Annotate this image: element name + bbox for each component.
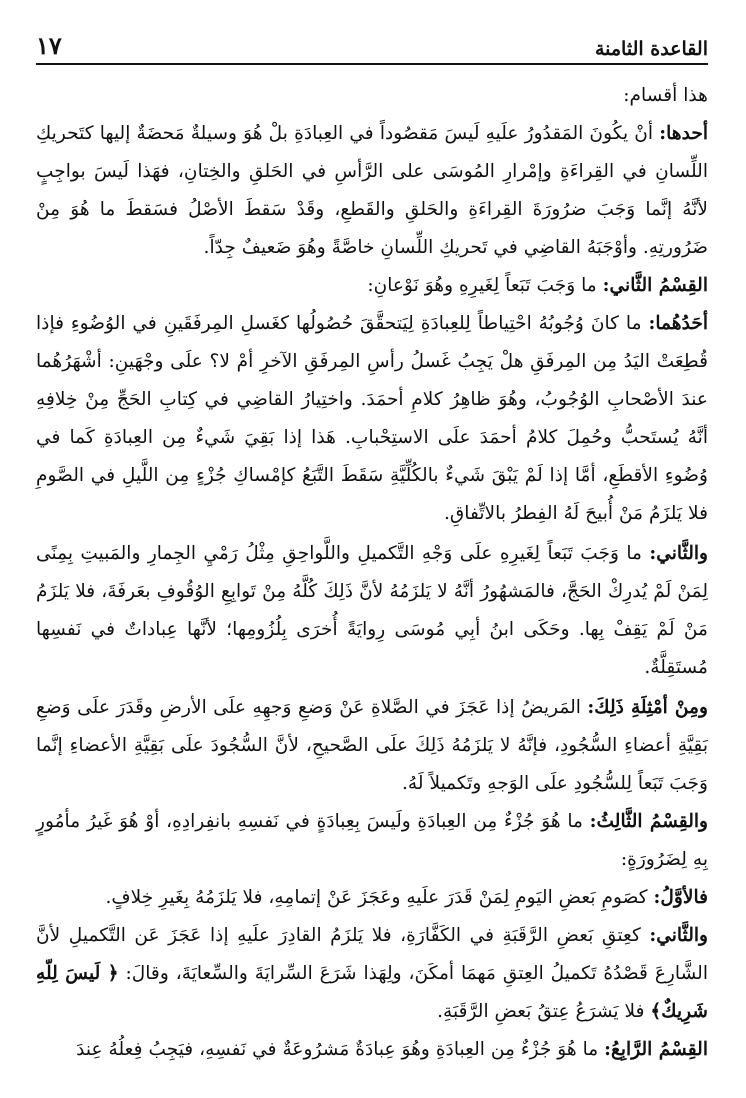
running-title: القاعدة الثامنة (594, 38, 708, 60)
paragraph-lead: والثَّاني: (649, 925, 708, 946)
paragraph-lead: القِسْمُ الثَّاني: (602, 275, 708, 296)
paragraph-text: ما هُوَ جُزْءٌ مِن العِبادَةِ ولَيسَ بِعِبادَةٍ في نَفسِهِ بانفِرادِهِ، أوْ هُوَ غَيرُ مأمُورٍ بِهِ لِضَرُورَةٍ: (36, 811, 708, 870)
page-number: ١٧ (36, 31, 62, 60)
paragraph-fasting (36, 879, 708, 917)
paragraph-fourth-section (36, 1031, 708, 1069)
paragraph-third-section (36, 803, 708, 879)
paragraph-examples (36, 689, 708, 803)
quran-quote: ﴿ لَيسَ لِلّهِ شَرِيكٌ﴾ (36, 963, 708, 1022)
paragraph-lead: ومِنْ أمْثِلَةِ ذَلِكَ: (587, 697, 708, 718)
paragraph-text: المَريضُ إذا عَجَزَ في الصَّلاةِ عَنْ وَضعِ وَجهِهِ علَى الأرضِ وقَدَرَ علَى وَضعِ بَقِيَّةِ أعضاءِ السُّجُودِ، فإنَّهُ لا يَلزَمُهُ ذَلِكَ علَى الصَّحيحِ، لأنَّ السُّجُودَ علَى بَقِيَّةِ الأعضاءِ إنَّما وَجَبَ تَبَعاً لِلسُّجُودِ علَى الوَجهِ وتَكميلاً لَهُ. (36, 697, 708, 794)
paragraph-second-section (36, 267, 708, 305)
paragraph-lead: القِسْمُ الرَّابِعُ: (604, 1039, 708, 1060)
paragraph-text: هذا أقسام: (623, 85, 708, 106)
paragraph-lead: فالأوَّلُ: (653, 887, 708, 908)
paragraph-lead: أحَدُهُما: (648, 313, 708, 334)
paragraph-intro (36, 77, 708, 115)
paragraph-lead: والقِسْمُ الثَّالِثُ: (589, 811, 709, 832)
paragraph-completion (36, 535, 708, 687)
paragraph-manumission (36, 917, 708, 1031)
paragraph-lead: والثَّاني: (649, 543, 709, 564)
paragraph-text: كعِتقِ بَعضِ الرَّقَبَةِ في الكَفَّارَةِ، فلا يَلزَمُ القادِرَ علَيهِ إذا عَجَزَ عَن التَّكميلِ لأنَّ الشَّارِعَ قَصْدُهُ تَكميلُ العِتقِ مَهمَا أمكَنَ، ولِهَذا شَرَعَ السِّرايَةَ والسِّعايَةَ، وقالَ: (36, 925, 708, 984)
paragraph-lead: أحدها: (659, 123, 708, 144)
paragraph-text-tail: فلا يَشرَعُ عِتقُ بَعضِ الرَّقَبَةِ. (437, 1001, 651, 1022)
page-body (36, 77, 708, 1069)
paragraph-text: كصَومِ بَعضِ اليَومِ لِمَنْ قَدَرَ علَيهِ وعَجَزَ عَنْ إتمامِهِ، فلا يَلزَمُهُ بِغَيرِ خِلافٍ. (105, 887, 654, 908)
page-header (36, 26, 708, 65)
paragraph-text: أنْ يكُونَ المَقدُورُ علَيهِ لَيسَ مَقصُوداً في العِبادَةِ بلْ هُوَ وسيلةٌ مَحضَةٌ إليها كتَحريكِ اللِّسانِ في القِراءَةِ وإمْرارِ المُوسَى على الرَّأسِ في الحَلقِ والخِتانِ، فهَذا لَيسَ بواجِبٍ لأنَّهُ إنَّما وَجَبَ ضرُورَةَ القِراءَةِ والحَلقِ والقَطعِ، وقَدْ سَقطَ الأصْلُ فسَقطَ ما هُوَ مِنْ ضَرُورتِهِ. وأوْجَبَهُ القاضِي في تَحريكِ اللِّسانِ خاصَّةً وهُوَ ضَعيفٌ جِدّاً. (36, 123, 708, 258)
paragraph-text: ما هُوَ جُزْءٌ مِن العِبادَةِ وهُوَ عِبادَةٌ مَشرُوعَةٌ في نَفسِهِ، فيَجِبُ فِعلُهُ عِندَ (76, 1039, 605, 1060)
paragraph-text: ما وَجَبَ تَبَعاً لِغَيرِهِ علَى وَجْهِ التَّكميلِ واللَّواحِقِ مِثْلُ رَمْيِ الجِمارِ والمَبيتِ بِمِنًى لِمَنْ لَمْ يُدرِكْ الحَجَّ، فالمَشهُورُ أنَّهُ لا يَلزَمُهُ لأنَّ ذَلِكَ كُلَّهُ مِنْ تَوابِعِ الوُقُوفِ بعَرفَةَ، فلا يَلزَمُ مَنْ لَمْ يَقِفْ بِها. وحَكَى ابنُ أبِي مُوسَى رِوايَةً أُخرَى بِلُزُومِها؛ لأنَّها عِباداتٌ في نَفسِها مُستَقِلَّةٌ. (36, 543, 708, 678)
paragraph-text: ما كانَ وُجُوبُهُ احْتِياطاً لِلعِبادَةِ لِيَتحقَّقَ حُصُولُها كغَسلِ المِرفَقَينِ في الوُضُوءِ فإذا قُطِعَتْ اليَدُ مِن المِرفَقِ هلْ يَجِبُ غَسلُ رأسِ المِرفَقِ الآخرِ أمْ لا؟ علَى وجْهَينِ: أشْهَرُهُما عندَ الأصْحابِ الوُجُوبُ، وهُوَ ظاهِرُ كلامِ أحمَدَ. واختِيارُ القاضِي في كِتابِ الحَجِّ مِنْ خِلافِهِ أنَّهُ يُستَحبُّ وحُمِلَ كلامُ أحمَدَ علَى الاستِحْبابِ. هَذا إذا بَقِيَ شَيءٌ مِن العِبادَةِ كَما في وُضُوءِ الأقطَعِ، أمَّا إذا لَمْ يَبْقَ شَيءٌ بالكُلِّيَّةِ سَقَطَ التَّبَعُ كإمْساكِ جُزْءٍ مِن اللَّيلِ في الصَّومِ فلا يَلزَمُ مَنْ أُبيحَ لَهُ الفِطرُ بالاتِّفاقِ. (36, 313, 708, 524)
paragraph-text: ما وَجَبَ تَبَعاً لِغَيرِهِ وهُوَ نَوْعانِ: (367, 275, 603, 296)
paragraph-first-kind (36, 115, 708, 267)
paragraph-precaution (36, 305, 708, 533)
